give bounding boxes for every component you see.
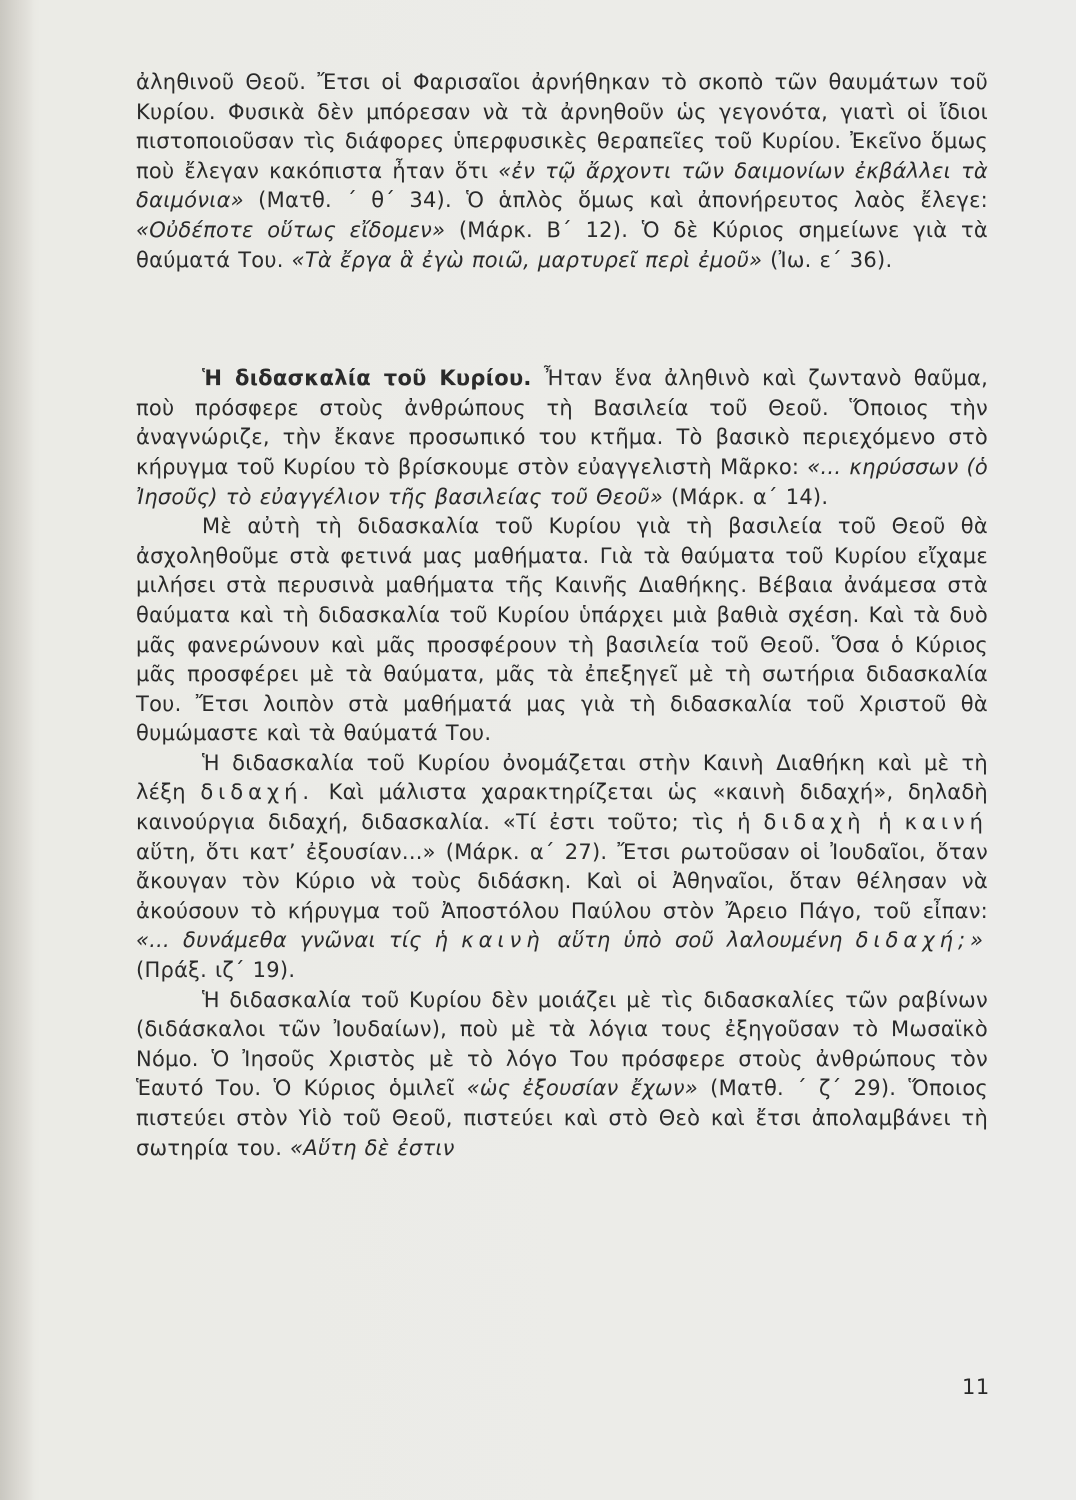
paragraph-didache — [136, 749, 988, 986]
spaced-term: διδαχή. — [200, 780, 315, 805]
spaced-term: καινή — [904, 810, 988, 835]
text-run: (Ἰω. ε΄ 36). — [762, 247, 893, 272]
paragraph-rabbis — [136, 986, 988, 1164]
quotation: «ἐν τῷ ἄρχοντι τῶν δαιμονίων ἐκβάλλει τὰ δαιμόνια» — [136, 158, 989, 213]
text-run: Ἡ διδασκαλία τοῦ Κυρίου δὲν μοιάζει μὲ τὶς διδασκαλίες τῶν ραβίνων (διδάσκαλοι τῶν Ἰουδαίων), ποὺ μὲ τὰ λόγια τους ἐξηγοῦσαν τὸ Μωσαϊκὸ Νόμο. Ὁ Ἰησοῦς Χριστὸς μὲ τὸ λόγο Του πρόσφερε στοὺς ἀνθρώπους τὸν Ἑαυτό Του. Ὁ Κύριος ὁμιλεῖ — [136, 987, 988, 1101]
quotation: «Αὕτη δὲ ἐστιν — [290, 1135, 455, 1160]
paragraph-pharisees — [136, 68, 988, 275]
quotation: «... κηρύσσων (ὁ Ἰησοῦς) τὸ εὐαγγέλιον τῆς βασιλείας τοῦ Θεοῦ» — [136, 454, 988, 509]
text-run: (Μάρκ. Β΄ 12). Ὁ δὲ Κύριος σημείωνε γιὰ τὰ θαύματά Του. — [136, 217, 988, 272]
text-run: (Ματθ. ΄ ζ΄ 29). Ὅποιος πιστεύει στὸν Υἱὸ τοῦ Θεοῦ, πιστεύει καὶ στὸ Θεὸ καὶ ἔτσι ἀπολαμβάνει τὴ σωτηρία του. — [136, 1076, 988, 1160]
text-run: (Ματθ. ΄ θ΄ 34). Ὁ ἁπλὸς ὅμως καὶ ἀπονήρευτος λαὸς ἔλεγε: — [243, 188, 988, 213]
text-run: (Μάρκ. α΄ 14). — [663, 484, 829, 509]
text-run: ἡ — [865, 810, 905, 835]
text-run: Ἡ διδασκαλία τοῦ Κυρίου ὀνομάζεται στὴν Καινὴ Διαθήκη καὶ μὲ τὴ λέξη — [136, 750, 988, 805]
quotation: «... δυνάμεθα γνῶναι τίς ἡ — [136, 928, 462, 953]
page-spine-shadow — [0, 0, 34, 1500]
body-text — [136, 68, 988, 1163]
section-gap — [136, 275, 988, 364]
paragraph-teaching-intro — [136, 364, 988, 512]
quotation: «Οὐδέποτε οὕτως εἴδομεν» — [136, 217, 446, 242]
text-run: Καὶ μάλιστα χαρακτηρίζεται ὡς «καινὴ διδαχή», δηλαδὴ καινούργια διδαχή, διδασκαλία. «Τί ἐστι τοῦτο; τὶς ἡ — [136, 780, 988, 835]
text-run: ἀληθινοῦ Θεοῦ. Ἔτσι οἱ Φαρισαῖοι ἀρνήθηκαν τὸ σκοπὸ τῶν θαυμάτων τοῦ Κυρίου. Φυσικὰ δὲν μπόρεσαν νὰ τὰ ἀρνηθοῦν ὡς γεγονότα, γιατὶ οἱ ἴδιοι πιστοποιοῦσαν τὶς διάφορες ὑπερφυσικὲς θεραπεῖες τοῦ Κυρίου. Ἐκεῖνο ὅμως ποὺ ἔλεγαν κακόπιστα ἦταν ὅτι — [136, 70, 988, 183]
quotation: αὕτη ὑπὸ σοῦ λαλουμένη — [544, 928, 856, 953]
page-number: 11 — [962, 1375, 990, 1399]
text-run: (Πράξ. ιζ΄ 19). — [136, 958, 296, 983]
quotation: «ὡς ἐξουσίαν ἔχων» — [466, 1076, 698, 1101]
text-run: αὕτη, ὅτι κατ’ ἐξουσίαν...» (Μάρκ. α΄ 27). Ἔτσι ρωτοῦσαν οἱ Ἰουδαῖοι, ὅταν ἄκουγαν τὸν Κύριο νὰ τοὺς διδάσκη. Καὶ οἱ Ἀθηναῖοι, ὅταν θέλησαν νὰ ἀκούσουν τὸ κήρυγμα τοῦ Ἀποστόλου Παύλου στὸν Ἄρειο Πάγο, τοῦ εἶπαν: — [136, 839, 988, 923]
quotation: «Τὰ ἔργα ἃ ἐγὼ ποιῶ, μαρτυρεῖ περὶ ἐμοῦ» — [291, 247, 763, 272]
text-run: Ἦταν ἕνα ἀληθινὸ καὶ ζωντανὸ θαῦμα, ποὺ πρόσφερε στοὺς ἀνθρώπους τὴ Βασιλεία τοῦ Θεοῦ. Ὅποιος τὴν ἀναγνώριζε, τὴν ἔκανε προσωπικό του κτῆμα. Τὸ βασικὸ περιεχόμενο στὸ κήρυγμα τοῦ Κυρίου τὸ βρίσκουμε στὸν εὐαγγελιστὴ Μᾶρκο: — [136, 366, 988, 479]
spaced-term: καινὴ — [461, 928, 545, 953]
spaced-term: διδαχή;» — [855, 928, 988, 953]
section-heading: Ἡ διδασκαλία τοῦ Κυρίου. — [202, 366, 532, 391]
paragraph-lessons: Μὲ αὐτὴ τὴ διδασκαλία τοῦ Κυρίου γιὰ τὴ βασιλεία τοῦ Θεοῦ θὰ ἀσχοληθοῦμε στὰ φετινά μας μαθήματα. Γιὰ τὰ θαύματα τοῦ Κυρίου εἴχαμε μιλήσει στὰ περυσινὰ μαθήματα τῆς Καινῆς Διαθήκης. Βέβαια ἀνάμεσα στὰ θαύματα καὶ τὴ διδασκαλία τοῦ Κυρίου ὑπάρχει μιὰ βαθιὰ σχέση. Καὶ τὰ δυὸ μᾶς φανερώνουν καὶ μᾶς προσφέρουν τὴ βασιλεία τοῦ Θεοῦ. Ὅσα ὁ Κύριος μᾶς προσφέρει μὲ τὰ θαύματα, μᾶς τὰ ἐπεξηγεῖ μὲ τὴ σωτήρια διδασκαλία Του. Ἔτσι λοιπὸν στὰ μαθήματά μας γιὰ τὴ διδασκαλία τοῦ Χριστοῦ θὰ θυμώμαστε καὶ τὰ θαύματά Του. — [136, 514, 988, 746]
spaced-term: διδαχὴ — [763, 810, 866, 835]
